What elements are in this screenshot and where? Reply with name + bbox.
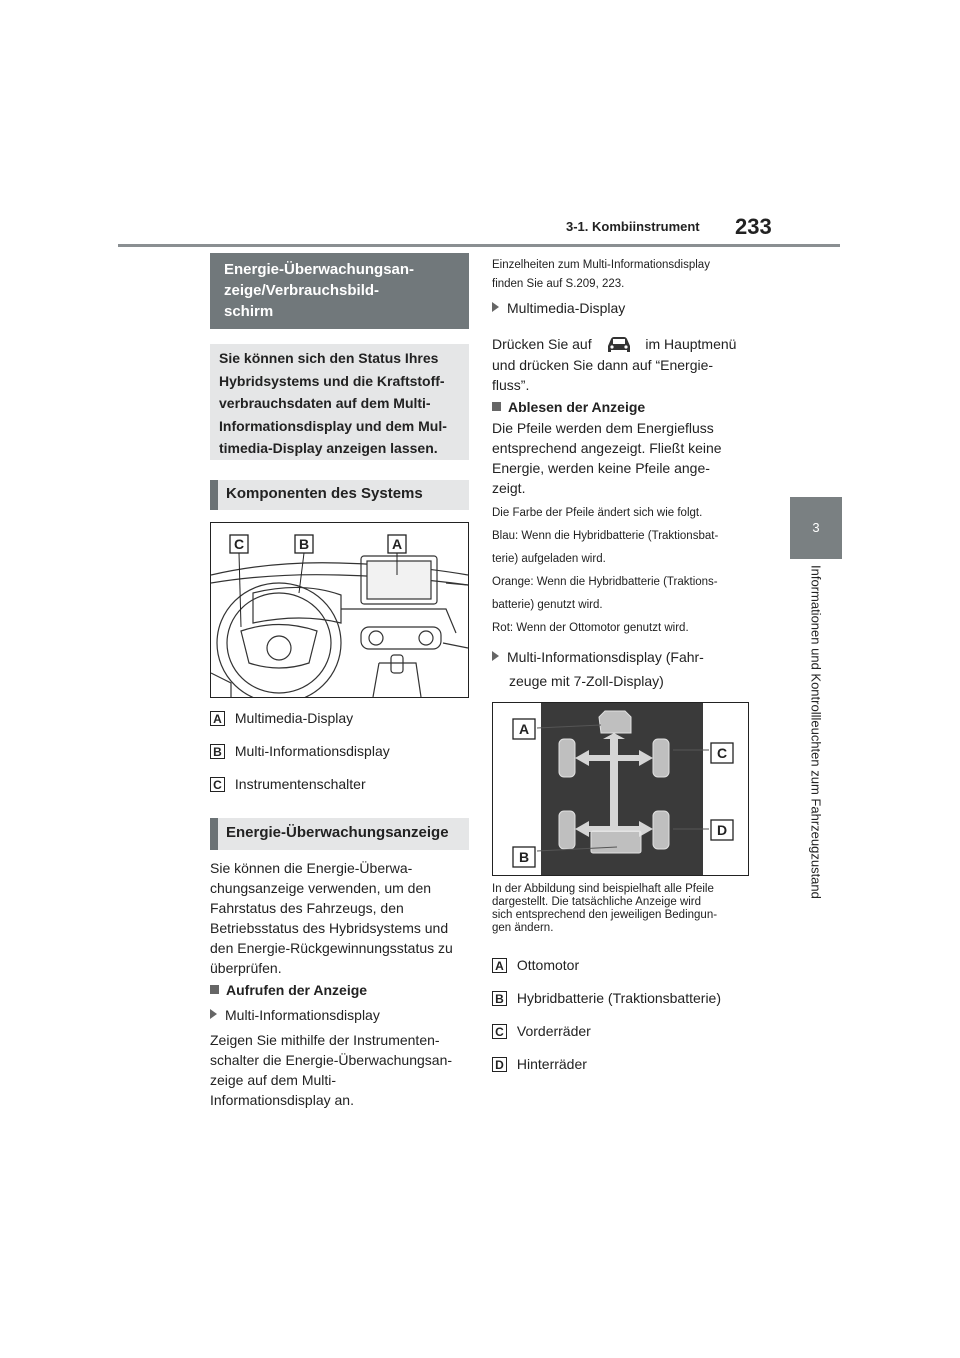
legend-key: A (210, 711, 225, 726)
reference-note: Einzelheiten zum Multi-Informationsdisplay finden Sie auf S.209, 223. (492, 259, 710, 290)
square-bullet-icon (492, 402, 501, 411)
energy-flow-illustration (493, 703, 748, 875)
figure2-label-a: A (518, 721, 530, 737)
legend-key: B (210, 744, 225, 759)
figure2-label-c: C (716, 745, 728, 761)
legend-item: B Hybridbatterie (Traktionsbatterie) (492, 988, 721, 1008)
components-heading: Komponenten des Systems (210, 480, 469, 510)
monitor-heading: Energie-Überwachungsanzeige (210, 818, 469, 850)
legend-item: C Instrumentenschalter (210, 774, 366, 794)
header-rule (118, 244, 840, 247)
chapter-title: Informationen und Kontrollleuchten zum Fahrzeugzustand (808, 565, 824, 899)
triangle-bullet-icon (492, 651, 499, 661)
intro-box: Sie können sich den Status Ihres Hybridsystems und die Kraftstoff- verbrauchsdaten auf dem Multi- Informationsdisplay und dem Mul- timedia-Display anzeigen lassen. (210, 344, 469, 460)
car-icon (604, 333, 634, 355)
color-note: Die Farbe der Pfeile ändert sich wie folgt. Blau: Wenn die Hybridbatterie (Traktionsbat- terie) aufgeladen wird. Orange: Wenn die Hybridbatterie (Traktions- batterie) genutzt wird. Rot: Wenn der Ottomotor genutzt wird. (492, 507, 719, 634)
legend-key: C (492, 1024, 507, 1039)
mid-paragraph: Zeigen Sie mithilfe der Instrumenten- schalter die Energie-Überwachungsan- zeige auf dem Multi- Informationsdisplay an. (210, 1032, 453, 1108)
mid-item: Multi-Informationsdisplay (Fahr- zeuge mit 7-Zoll-Display) (492, 645, 704, 693)
chapter-title-vertical (792, 565, 840, 935)
main-heading: Energie-Überwachungsan- zeige/Verbrauchsbild- schirm (210, 253, 469, 329)
legend-item: D Hinterräder (492, 1054, 587, 1074)
read-heading: Ablesen der Anzeige (492, 397, 645, 417)
square-bullet-icon (210, 985, 219, 994)
legend-item: A Multimedia-Display (210, 708, 353, 728)
figure1-label-b: B (298, 536, 310, 552)
call-heading: Aufrufen der Anzeige (210, 980, 367, 1000)
triangle-bullet-icon (210, 1009, 217, 1019)
multimedia-item: Multimedia-Display (492, 298, 625, 318)
press-paragraph: Drücken Sie auf im Hauptmenü und drücken Sie dann auf “Energie- fluss”. (492, 333, 757, 395)
figure-caption: In der Abbildung sind beispielhaft alle Pfeile dargestellt. Die tatsächliche Anzeige wird sich entsprechend den jeweiligen Bedingun- gen ändern. (492, 883, 718, 934)
chapter-tab: 3 (790, 497, 842, 559)
triangle-bullet-icon (492, 302, 499, 312)
legend-key: D (492, 1057, 507, 1072)
monitor-paragraph: Sie können die Energie-Überwa- chungsanzeige verwenden, um den Fahrstatus des Fahrzeugs, den Betriebsstatus des Hybridsystems und den Energie-Rückgewinnungsstatus zu überprüfen. (210, 860, 453, 976)
legend-key: A (492, 958, 507, 973)
legend-item: A Ottomotor (492, 955, 579, 975)
figure1-label-a: A (391, 536, 403, 552)
dashboard-illustration (211, 523, 468, 697)
legend-item: C Vorderräder (492, 1021, 591, 1041)
legend-item: B Multi-Informationsdisplay (210, 741, 390, 761)
legend-key: C (210, 777, 225, 792)
figure2-label-d: D (716, 822, 728, 838)
section-title: 3-1. Kombiinstrument (566, 219, 700, 234)
read-paragraph: Die Pfeile werden dem Energiefluss entsprechend angezeigt. Fließt keine Energie, werden keine Pfeile ange- zeigt. (492, 420, 722, 496)
energy-flow-figure (492, 702, 749, 876)
legend-key: B (492, 991, 507, 1006)
figure1-label-c: C (233, 536, 245, 552)
page-number: 233 (735, 214, 772, 239)
sub-item: Multi-Informationsdisplay (210, 1005, 380, 1025)
figure2-label-b: B (518, 849, 530, 865)
dashboard-figure (210, 522, 469, 698)
